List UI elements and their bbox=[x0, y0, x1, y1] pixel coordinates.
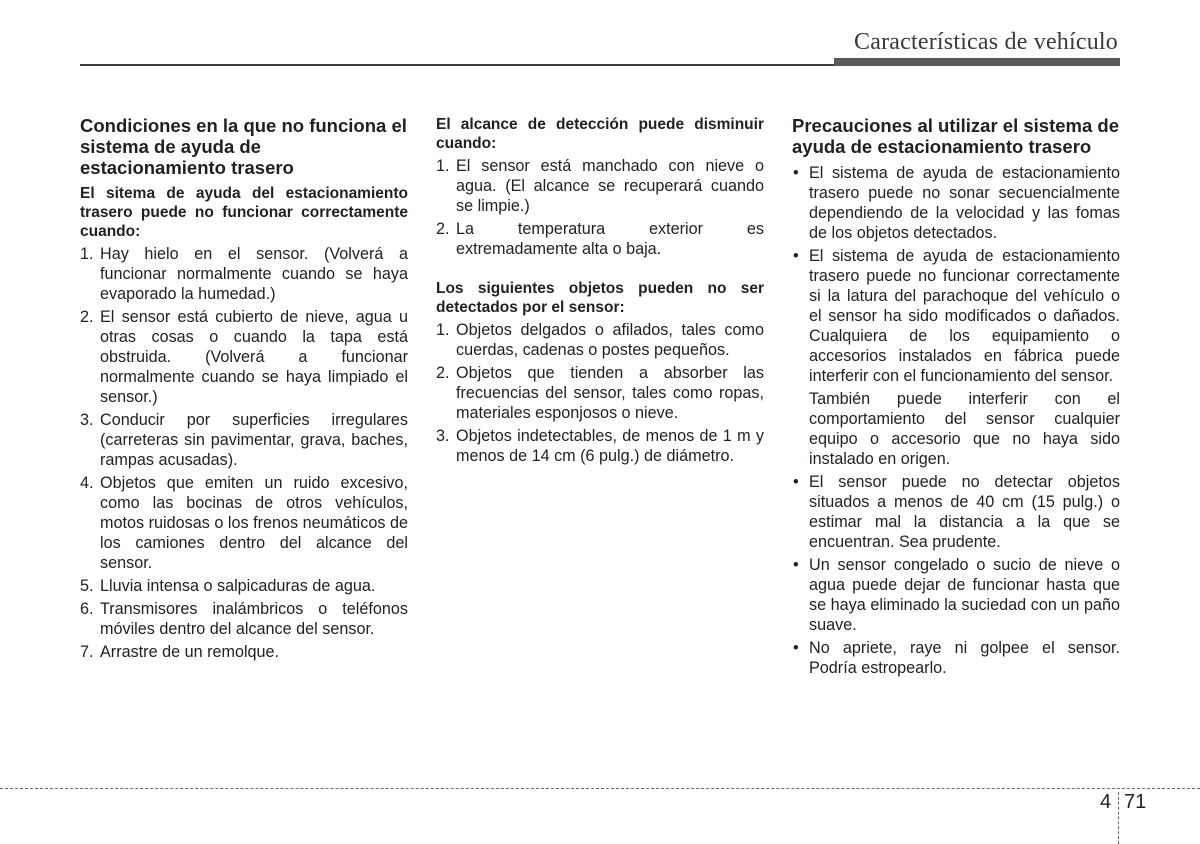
conditions-list bbox=[80, 244, 408, 662]
list-item: • Un sensor congelado o sucio de nieve o agua puede dejar de funcionar hasta que se haya eliminado la suciedad con un paño suave. bbox=[793, 556, 1120, 634]
precautions-list bbox=[792, 163, 1120, 678]
bullet-icon: • bbox=[793, 473, 799, 491]
list-item: 6. Transmisores inalámbricos o teléfonos móviles dentro del alcance del sensor. bbox=[80, 600, 408, 638]
column-detection bbox=[436, 115, 764, 469]
section-number: 4 bbox=[1100, 791, 1112, 813]
list-item: • El sistema de ayuda de estacionamiento trasero puede no sonar secuencialmente dependiendo de la velocidad y las fomas de los objetos detectados. bbox=[793, 164, 1120, 242]
list-item: 1. Hay hielo en el sensor. (Volverá a funcionar normalmente cuando se haya evaporado la humedad.) bbox=[80, 245, 408, 303]
undetected-objects-list bbox=[436, 320, 764, 466]
bullet-icon: • bbox=[793, 639, 799, 657]
list-item: 3. Conducir por superficies irregulares (carreteras sin pavimentar, grava, baches, rampas acusadas). bbox=[80, 411, 408, 469]
list-item: 2. La temperatura exterior es extremadamente alta o baja. bbox=[436, 220, 764, 258]
bullet-icon: • bbox=[793, 556, 799, 574]
list-item: 5. Lluvia intensa o salpicaduras de agua. bbox=[80, 577, 376, 595]
section-title-conditions: Condiciones en la que no funciona el sistema de ayuda de estacionamiento trasero bbox=[80, 115, 407, 178]
range-reduced-list bbox=[436, 156, 764, 259]
list-item: 7. Arrastre de un remolque. bbox=[80, 643, 280, 661]
subheading-undetected-objects: Los siguientes objetos pueden no ser detectados por el sensor: bbox=[436, 280, 764, 316]
list-item: 3. Objetos indetectables, de menos de 1 m y menos de 14 cm (6 pulg.) de diámetro. bbox=[436, 427, 764, 465]
list-item: 1. El sensor está manchado con nieve o agua. (El alcance se recuperará cuando se limpie.) bbox=[436, 157, 764, 215]
page-number: 71 bbox=[1124, 791, 1147, 813]
list-item: • El sistema de ayuda de estacionamiento trasero puede no funcionar correctamente si la latura del parachoque del vehículo o el sensor ha sido modificados o dañados. Cualquiera de los equipamiento o accesorios instalados en fábrica puede interferir con el funcionamiento del sensor. También puede interferir con el comportamiento del sensor cualquier equipo o accesorio que no haya sido instalado en origen. bbox=[793, 247, 1120, 468]
list-item: 4. Objetos que emiten un ruido excesivo, como las bocinas de otros vehículos, motos ruidosas o los frenos neumáticos de los camiones dentro del alcance del sensor. bbox=[80, 474, 408, 572]
subheading-range-reduced: El alcance de detección puede disminuir cuando: bbox=[436, 116, 764, 152]
header-rule-accent bbox=[834, 58, 1120, 66]
section-title-precautions: Precauciones al utilizar el sistema de ayuda de estacionamiento trasero bbox=[792, 115, 1119, 157]
header-title: Características de vehículo bbox=[854, 29, 1118, 55]
list-item: 2. Objetos que tienden a absorber las frecuencias del sensor, tales como ropas, materiales esponjosos o nieve. bbox=[436, 364, 764, 422]
column-conditions bbox=[80, 115, 408, 665]
list-item: 1. Objetos delgados o afilados, tales como cuerdas, cadenas o postes pequeños. bbox=[436, 321, 764, 359]
column-precautions bbox=[792, 115, 1120, 681]
bullet-icon: • bbox=[793, 247, 799, 265]
bullet-icon: • bbox=[793, 164, 799, 182]
list-item: 2. El sensor está cubierto de nieve, agua u otras cosas o cuando la tapa está obstruida. (Volverá a funcionar normalmente cuando se haya limpiado el sensor.) bbox=[80, 308, 408, 406]
footer-rule bbox=[0, 788, 1200, 789]
page-number-divider bbox=[1118, 792, 1119, 844]
list-item: • El sensor puede no detectar objetos situados a menos de 40 cm (15 pulg.) o estimar mal la distancia a la que se encuentran. Sea prudente. bbox=[793, 473, 1120, 551]
subheading-may-not-work: El sitema de ayuda del estacionamiento trasero puede no funcionar correctamente cuando: bbox=[80, 185, 408, 240]
list-item: • No apriete, raye ni golpee el sensor. Podría estropearlo. bbox=[793, 639, 1120, 677]
